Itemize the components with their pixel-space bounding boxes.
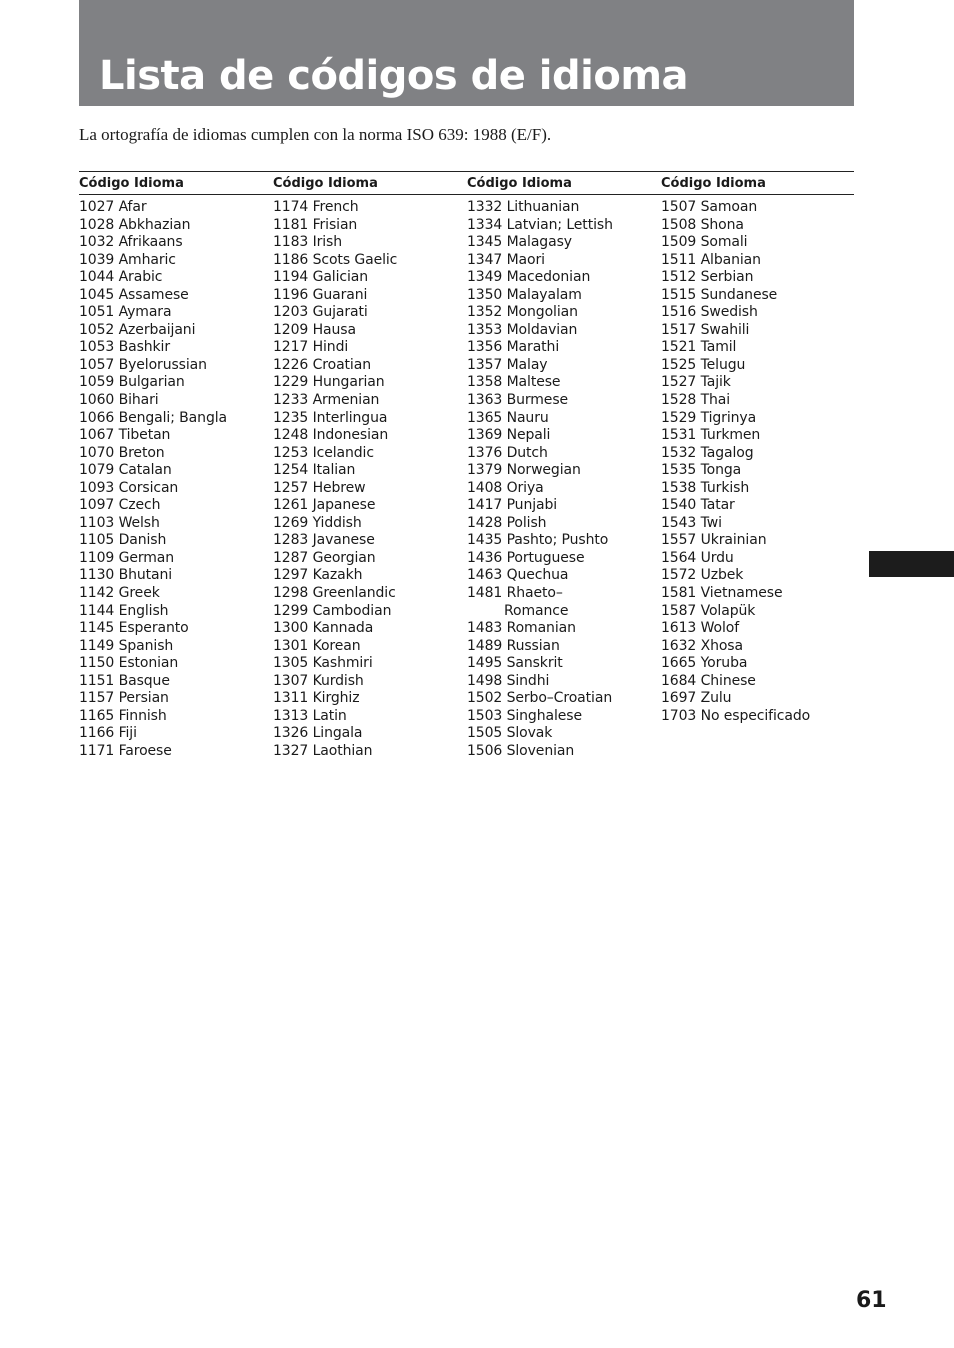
list-item: 1059 Bulgarian bbox=[79, 374, 185, 391]
list-item: 1066 Bengali; Bangla bbox=[79, 409, 227, 426]
list-item: 1376 Dutch bbox=[467, 444, 548, 461]
list-item: 1495 Sanskrit bbox=[467, 655, 563, 672]
list-item: 1032 Afrikaans bbox=[79, 234, 183, 251]
list-item: 1506 Slovenian bbox=[467, 742, 575, 759]
list-item: 1528 Thai bbox=[661, 392, 731, 409]
list-item: 1587 Volapük bbox=[661, 602, 756, 619]
list-item: 1060 Bihari bbox=[79, 392, 159, 409]
table-header-row bbox=[79, 171, 854, 195]
list-item: 1509 Somali bbox=[661, 234, 748, 251]
list-item: 1297 Kazakh bbox=[273, 567, 363, 584]
list-item: 1307 Kurdish bbox=[273, 672, 364, 689]
list-item: 1363 Burmese bbox=[467, 392, 569, 409]
list-item: 1226 Croatian bbox=[273, 356, 371, 373]
title-banner bbox=[79, 0, 854, 106]
column-header: Código Idioma bbox=[661, 176, 766, 191]
list-item: 1632 Xhosa bbox=[661, 637, 743, 654]
list-item: 1217 Hindi bbox=[273, 339, 349, 356]
list-item: 1174 French bbox=[273, 199, 359, 215]
list-item: 1535 Tonga bbox=[661, 462, 742, 479]
list-item: Romance bbox=[504, 602, 569, 619]
list-item: 1498 Sindhi bbox=[467, 672, 550, 689]
column-header: Código Idioma bbox=[273, 176, 378, 191]
list-item: 1515 Sundanese bbox=[661, 286, 778, 303]
list-item: 1531 Turkmen bbox=[661, 427, 761, 444]
column-header: Código Idioma bbox=[467, 176, 572, 191]
list-item: 1053 Bashkir bbox=[79, 339, 170, 356]
list-item: 1564 Urdu bbox=[661, 549, 734, 566]
list-item: 1261 Japanese bbox=[273, 497, 376, 514]
list-item: 1572 Uzbek bbox=[661, 567, 744, 584]
list-item: 1529 Tigrinya bbox=[661, 409, 757, 426]
list-item: 1254 Italian bbox=[273, 462, 356, 479]
list-item: 1051 Aymara bbox=[79, 304, 172, 321]
list-item: 1196 Guarani bbox=[273, 286, 368, 303]
list-item: 1347 Maori bbox=[467, 251, 545, 268]
list-item: 1209 Hausa bbox=[273, 321, 356, 338]
list-item: 1109 German bbox=[79, 549, 175, 566]
list-item: 1145 Esperanto bbox=[79, 620, 189, 637]
list-item: 1166 Fiji bbox=[79, 725, 137, 742]
list-item: 1299 Cambodian bbox=[273, 602, 392, 619]
list-item: 1186 Scots Gaelic bbox=[273, 251, 398, 268]
list-item: 1181 Frisian bbox=[273, 216, 358, 233]
list-item: 1508 Shona bbox=[661, 216, 744, 233]
list-item: 1502 Serbo–Croatian bbox=[467, 690, 613, 707]
list-item: 1581 Vietnamese bbox=[661, 585, 783, 602]
list-item: 1517 Swahili bbox=[661, 321, 750, 338]
code-column-1 bbox=[79, 199, 227, 761]
list-item: 1287 Georgian bbox=[273, 549, 376, 566]
list-item: 1511 Albanian bbox=[661, 251, 761, 268]
list-item: 1165 Finnish bbox=[79, 707, 167, 724]
list-item: 1334 Latvian; Lettish bbox=[467, 216, 613, 233]
list-item: 1300 Kannada bbox=[273, 620, 374, 637]
list-item: 1027 Afar bbox=[79, 199, 147, 215]
code-column-4 bbox=[661, 199, 810, 725]
list-item: 1203 Gujarati bbox=[273, 304, 368, 321]
list-item: 1481 Rhaeto– bbox=[467, 585, 563, 602]
list-item: 1067 Tibetan bbox=[79, 427, 171, 444]
list-item: 1052 Azerbaijani bbox=[79, 321, 196, 338]
list-item: 1093 Corsican bbox=[79, 479, 179, 496]
list-item: 1144 English bbox=[79, 602, 169, 619]
list-item: 1327 Laothian bbox=[273, 742, 373, 759]
list-item: 1684 Chinese bbox=[661, 672, 756, 689]
list-item: 1097 Czech bbox=[79, 497, 161, 514]
list-item: 1313 Latin bbox=[273, 707, 347, 724]
list-item: 1525 Telugu bbox=[661, 356, 746, 373]
list-item: 1235 Interlingua bbox=[273, 409, 388, 426]
section-tab-marker bbox=[869, 551, 954, 577]
column-header: Código Idioma bbox=[79, 176, 184, 191]
list-item: 1527 Tajik bbox=[661, 374, 731, 391]
list-item: 1557 Ukrainian bbox=[661, 532, 767, 549]
list-item: 1483 Romanian bbox=[467, 620, 576, 637]
list-item: 1516 Swedish bbox=[661, 304, 758, 321]
list-item: 1365 Nauru bbox=[467, 409, 549, 426]
list-item: 1379 Norwegian bbox=[467, 462, 581, 479]
code-column-2 bbox=[273, 199, 397, 761]
page-number: 61 bbox=[856, 1288, 887, 1313]
list-item: 1665 Yoruba bbox=[661, 655, 748, 672]
list-item: 1039 Amharic bbox=[79, 251, 176, 268]
list-item: 1171 Faroese bbox=[79, 742, 172, 759]
list-item: 1345 Malagasy bbox=[467, 234, 572, 251]
list-item: 1435 Pashto; Pushto bbox=[467, 532, 609, 549]
list-item: 1356 Marathi bbox=[467, 339, 560, 356]
list-item: 1352 Mongolian bbox=[467, 304, 578, 321]
list-item: 1532 Tagalog bbox=[661, 444, 754, 461]
list-item: 1149 Spanish bbox=[79, 637, 174, 654]
list-item: 1070 Breton bbox=[79, 444, 165, 461]
list-item: 1507 Samoan bbox=[661, 199, 758, 215]
list-item: 1233 Armenian bbox=[273, 392, 380, 409]
list-item: 1613 Wolof bbox=[661, 620, 740, 637]
list-item: 1538 Turkish bbox=[661, 479, 750, 496]
list-item: 1697 Zulu bbox=[661, 690, 732, 707]
list-item: 1417 Punjabi bbox=[467, 497, 558, 514]
list-item: 1463 Quechua bbox=[467, 567, 569, 584]
list-item: 1353 Moldavian bbox=[467, 321, 578, 338]
page-title: Lista de códigos de idioma bbox=[99, 53, 689, 99]
list-item: 1150 Estonian bbox=[79, 655, 179, 672]
list-item: 1350 Malayalam bbox=[467, 286, 582, 303]
list-item: 1428 Polish bbox=[467, 514, 547, 531]
intro-text: La ortografía de idiomas cumplen con la norma ISO 639: 1988 (E/F). bbox=[79, 125, 552, 144]
list-item: 1357 Malay bbox=[467, 356, 548, 373]
list-item: 1057 Byelorussian bbox=[79, 356, 207, 373]
list-item: 1521 Tamil bbox=[661, 339, 737, 356]
list-item: 1503 Singhalese bbox=[467, 707, 582, 724]
language-code-table bbox=[79, 171, 854, 759]
list-item: 1505 Slovak bbox=[467, 725, 553, 742]
list-item: 1436 Portuguese bbox=[467, 549, 585, 566]
list-item: 1298 Greenlandic bbox=[273, 585, 396, 602]
list-item: 1079 Catalan bbox=[79, 462, 172, 479]
list-item: 1305 Kashmiri bbox=[273, 655, 373, 672]
list-item: 1183 Irish bbox=[273, 234, 343, 251]
list-item: 1194 Galician bbox=[273, 269, 369, 286]
list-item: 1408 Oriya bbox=[467, 479, 544, 496]
list-item: 1311 Kirghiz bbox=[273, 690, 360, 707]
list-item: 1229 Hungarian bbox=[273, 374, 385, 391]
code-column-3 bbox=[467, 199, 613, 761]
list-item: 1157 Persian bbox=[79, 690, 169, 707]
list-item: 1703 No especificado bbox=[661, 707, 811, 724]
list-item: 1151 Basque bbox=[79, 672, 170, 689]
list-item: 1540 Tatar bbox=[661, 497, 735, 514]
list-item: 1489 Russian bbox=[467, 637, 560, 654]
list-item: 1248 Indonesian bbox=[273, 427, 389, 444]
list-item: 1358 Maltese bbox=[467, 374, 561, 391]
list-item: 1332 Lithuanian bbox=[467, 199, 580, 215]
list-item: 1369 Nepali bbox=[467, 427, 551, 444]
list-item: 1028 Abkhazian bbox=[79, 216, 191, 233]
list-item: 1142 Greek bbox=[79, 585, 160, 602]
list-item: 1044 Arabic bbox=[79, 269, 163, 286]
list-item: 1253 Icelandic bbox=[273, 444, 374, 461]
list-item: 1269 Yiddish bbox=[273, 514, 362, 531]
list-item: 1283 Javanese bbox=[273, 532, 375, 549]
list-item: 1257 Hebrew bbox=[273, 479, 366, 496]
list-item: 1045 Assamese bbox=[79, 286, 189, 303]
list-item: 1326 Lingala bbox=[273, 725, 363, 742]
list-item: 1543 Twi bbox=[661, 514, 722, 531]
list-item: 1103 Welsh bbox=[79, 514, 160, 531]
list-item: 1512 Serbian bbox=[661, 269, 754, 286]
list-item: 1105 Danish bbox=[79, 532, 167, 549]
list-item: 1349 Macedonian bbox=[467, 269, 591, 286]
list-item: 1130 Bhutani bbox=[79, 567, 173, 584]
list-item: 1301 Korean bbox=[273, 637, 361, 654]
